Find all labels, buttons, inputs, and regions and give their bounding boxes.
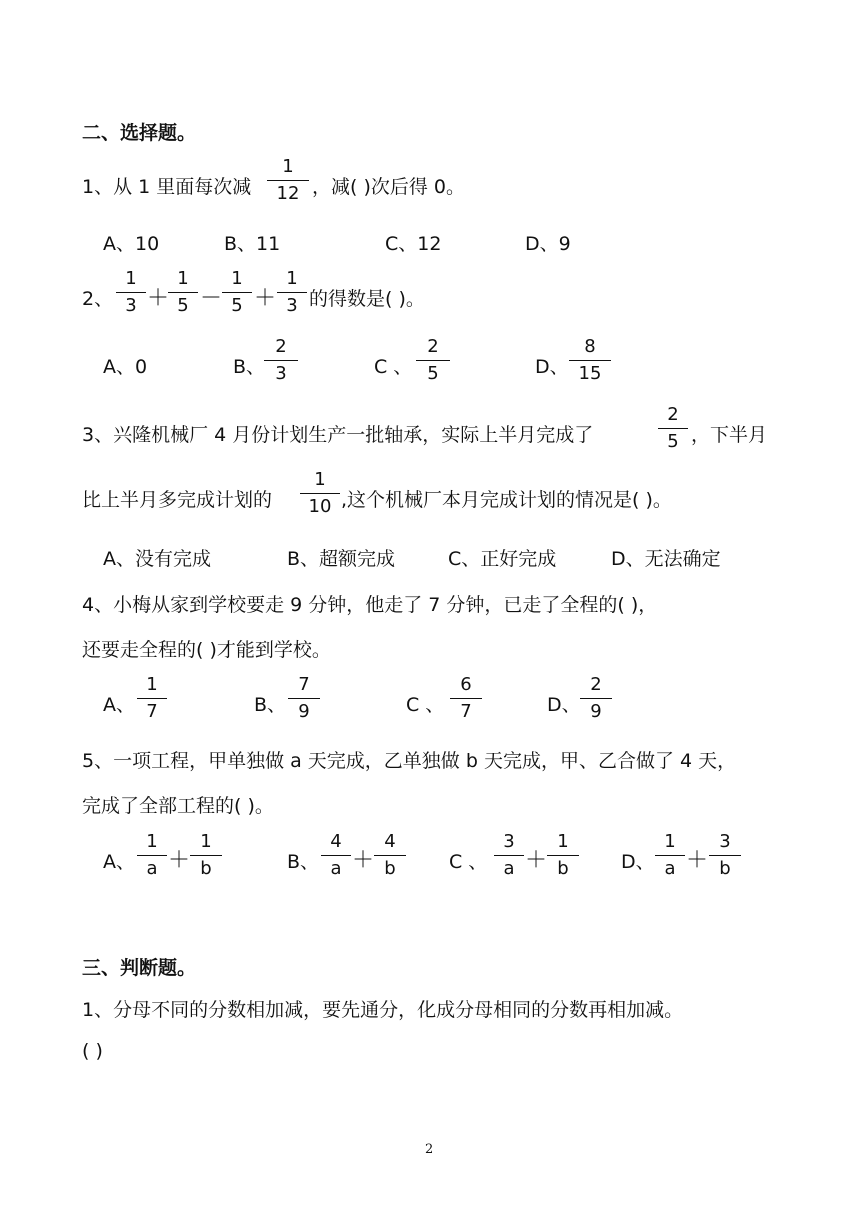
q4-line2: 还要走全程的( )才能到学校。 [82,639,331,661]
q5-option-a-frac-1 [137,831,167,880]
fraction-bar [547,855,579,856]
frac-den: a [146,858,158,879]
frac-num: 1 [177,268,189,289]
fraction-bar [658,428,688,429]
frac-num: 1 [557,831,569,852]
frac-den: 9 [298,701,310,722]
fraction-bar [116,292,146,293]
q1-option-a: A、10 [103,233,160,255]
q4-line1: 4、小梅从家到学校要走 9 分钟，他走了 7 分钟，已走了全程的( )， [82,594,658,616]
fraction-bar [655,855,685,856]
frac-num: 4 [330,831,342,852]
q4-option-d-label: D、 [547,694,581,716]
q3-option-d: D、无法确定 [611,548,721,570]
q3-line1-prefix: 3、兴隆机械厂 4 月份计划生产一批轴承，实际上半月完成了 [82,424,594,446]
fraction-bar [277,292,307,293]
fraction-bar [374,855,406,856]
q5-option-d-frac-1 [655,831,685,880]
q5-option-d-label: D、 [621,851,655,873]
frac-num: 7 [298,674,310,695]
q2-term-1 [116,268,146,317]
frac-den: 5 [177,295,189,316]
frac-den: b [719,858,731,879]
q3-line2-prefix: 比上半月多完成计划的 [82,489,273,511]
fraction-bar [450,698,482,699]
q3-option-c: C、正好完成 [448,548,557,570]
q4-option-b-fraction [288,674,320,723]
q4-option-c-fraction [450,674,482,723]
q1-suffix: ，减( )次后得 0。 [312,176,465,198]
q5-option-d-op: ＋ [686,848,709,873]
q2-op-3: ＋ [254,286,277,311]
q3-fraction-2 [300,469,340,518]
q4-option-c-label: C 、 [406,694,445,716]
q2-op-1: ＋ [147,286,170,311]
q4-option-a-label: A、 [103,694,135,716]
fraction-bar [264,360,298,361]
q1-option-c: C、12 [385,233,442,255]
frac-num: 2 [667,404,679,425]
frac-num: 3 [503,831,515,852]
q5-option-b-frac-2 [374,831,406,880]
frac-num: 1 [146,674,158,695]
q2-option-d-label: D、 [535,356,569,378]
fraction-bar [569,360,611,361]
q5-line1: 5、一项工程，甲单独做 a 天完成，乙单独做 b 天完成，甲、乙合做了 4 天， [82,750,737,772]
fraction-bar [267,180,309,181]
frac-num: 3 [719,831,731,852]
q2-term-3 [222,268,252,317]
page-number: 2 [425,1142,434,1157]
q2-term-4 [277,268,307,317]
q5-option-b-op: ＋ [352,848,375,873]
frac-den: 7 [146,701,158,722]
q2-option-c-label: C 、 [374,356,413,378]
q2-option-b-label: B、 [233,356,266,378]
frac-den: b [557,858,569,879]
q5-option-c-op: ＋ [525,848,548,873]
frac-num: 1 [286,268,298,289]
frac-num: 4 [384,831,396,852]
frac-num: 6 [460,674,472,695]
frac-den: a [330,858,342,879]
q2-option-b-fraction [264,336,298,385]
fraction-bar [137,698,167,699]
frac-den: 3 [275,363,287,384]
frac-num: 1 [125,268,137,289]
frac-den: 5 [231,295,243,316]
q5-option-b-frac-1 [321,831,351,880]
fraction-bar [416,360,450,361]
q1-frac-den: 12 [276,183,300,204]
q5-option-c-frac-2 [547,831,579,880]
frac-num: 2 [427,336,439,357]
fraction-bar [709,855,741,856]
frac-den: 15 [578,363,602,384]
q1-fraction [267,156,309,205]
q5-option-c-label: C 、 [449,851,488,873]
q5-option-a-frac-2 [190,831,222,880]
fraction-bar [580,698,612,699]
s3-q1-blank: ( ) [82,1040,103,1062]
frac-num: 1 [314,469,326,490]
frac-den: 3 [125,295,137,316]
fraction-bar [190,855,222,856]
q2-option-c-fraction [416,336,450,385]
frac-num: 1 [664,831,676,852]
q4-option-a-fraction [137,674,167,723]
frac-num: 1 [200,831,212,852]
frac-num: 1 [231,268,243,289]
frac-num: 2 [590,674,602,695]
q1-option-d: D、9 [525,233,571,255]
q2-option-a: A、0 [103,356,148,378]
frac-den: 10 [308,496,332,517]
q5-option-a-op: ＋ [168,848,191,873]
q5-line2: 完成了全部工程的( )。 [82,795,274,817]
fraction-bar [300,493,340,494]
fraction-bar [288,698,320,699]
frac-den: 3 [286,295,298,316]
q3-option-a: A、没有完成 [103,548,211,570]
q3-fraction-1 [658,404,688,453]
frac-den: 7 [460,701,472,722]
frac-num: 8 [584,336,596,357]
q5-option-c-frac-1 [494,831,524,880]
frac-den: b [200,858,212,879]
q2-op-2: － [200,286,223,311]
fraction-bar [168,292,198,293]
q2-term-2 [168,268,198,317]
frac-den: a [664,858,676,879]
q4-option-b-label: B、 [254,694,287,716]
s3-q1-text: 1、分母不同的分数相加减，要先通分，化成分母相同的分数再相加减。 [82,999,684,1021]
q1-prefix: 1、从 1 里面每次减 [82,176,252,198]
frac-den: 5 [667,431,679,452]
q2-option-d-fraction [569,336,611,385]
fraction-bar [321,855,351,856]
q3-line1-suffix: ，下半月 [691,424,768,446]
fraction-bar [494,855,524,856]
q1-option-b: B、11 [224,233,281,255]
q1-frac-num: 1 [282,156,294,177]
q3-line2-suffix: ,这个机械厂本月完成计划的情况是( )。 [341,489,672,511]
q5-option-d-frac-2 [709,831,741,880]
frac-num: 1 [146,831,158,852]
q5-option-b-label: B、 [287,851,320,873]
fraction-bar [222,292,252,293]
q2-prefix: 2、 [82,288,114,310]
q3-option-b: B、超额完成 [287,548,396,570]
q4-option-d-fraction [580,674,612,723]
fraction-bar [137,855,167,856]
frac-den: 5 [427,363,439,384]
q2-suffix: 的得数是( )。 [309,288,425,310]
section-title-judge: 三、判断题。 [82,957,197,979]
frac-den: 9 [590,701,602,722]
q5-option-a-label: A、 [103,851,135,873]
frac-den: a [503,858,515,879]
frac-num: 2 [275,336,287,357]
section-title-choice: 二、选择题。 [82,122,197,144]
frac-den: b [384,858,396,879]
